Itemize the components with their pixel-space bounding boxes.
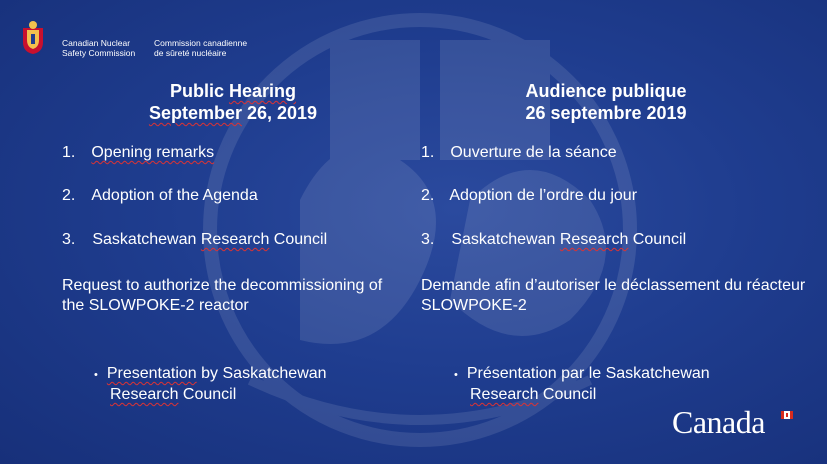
item-text: Adoption de l’ordre du jour: [449, 187, 638, 204]
item-text: Saskatchewan: [92, 231, 201, 248]
bullet-en: • Presentation by Saskatchewan Research Council: [94, 365, 327, 403]
canada-flag-icon: [781, 411, 793, 419]
org-fr-line1: Commission canadienne: [154, 38, 248, 48]
bullet-en-text-2: Council: [178, 386, 237, 403]
item-text: Ouverture de la séance: [450, 144, 617, 161]
item-text-end: Council: [269, 231, 328, 248]
bullet-fr-text-2: Council: [538, 386, 597, 403]
canada-wordmark: Canada: [672, 404, 765, 440]
bullet-fr-flagged-word: Research: [470, 386, 539, 403]
title-en-line1: [100, 80, 366, 102]
agenda-item-fr-2: [421, 186, 637, 206]
org-name-fr: [154, 38, 247, 58]
cnsc-crest-icon: [20, 20, 46, 56]
item-text: Opening remarks: [91, 144, 215, 161]
item-number: 2.: [62, 187, 76, 204]
item-flagged-word: Research: [200, 231, 270, 248]
item-text-end: Council: [628, 231, 687, 248]
agenda-item-en-1: [62, 143, 214, 163]
request-fr: Demande afin d’autoriser le déclassement du réacteur SLOWPOKE-2: [421, 277, 806, 314]
date-en-month: September: [148, 103, 242, 123]
item-number: 2.: [421, 187, 435, 204]
item-number: 3.: [62, 231, 76, 248]
request-en: Request to authorize the decommissioning of the SLOWPOKE-2 reactor: [62, 277, 383, 314]
bullet-fr: • Présentation par le Saskatchewan Research Council: [454, 365, 710, 403]
item-number: 1.: [62, 144, 76, 161]
item-flagged-word: Research: [559, 231, 629, 248]
item-text: Adoption of the Agenda: [91, 187, 258, 204]
bullet-fr-text: Présentation par le Saskatchewan: [466, 365, 710, 382]
date-en: [100, 102, 366, 124]
agenda-item-en-3: [62, 230, 327, 250]
title-en-text: Public: [169, 81, 229, 101]
agenda-item-en-2: [62, 186, 258, 206]
bullet-en-flagged-word-2: Research: [110, 386, 179, 403]
bullet-en-flagged-word: Presentation: [106, 365, 197, 382]
org-en-line1: Canadian Nuclear: [62, 38, 131, 48]
title-en-flagged-word: Hearing: [228, 81, 297, 101]
agenda-item-fr-1: [421, 143, 617, 163]
org-en-line2: Safety Commission: [62, 48, 136, 58]
item-number: 1.: [421, 144, 435, 161]
title-en: [100, 80, 366, 124]
org-fr-line2: de sûreté nucléaire: [154, 48, 227, 58]
title-fr: [470, 80, 742, 124]
agenda-item-fr-3: [421, 230, 686, 250]
title-fr-line1: Audience publique: [525, 81, 687, 101]
item-text: Saskatchewan: [451, 231, 560, 248]
bullet-en-text: by Saskatchewan: [196, 365, 327, 382]
org-name-en: [62, 38, 135, 58]
date-en-rest: 26, 2019: [241, 103, 318, 123]
date-fr: 26 septembre 2019: [525, 103, 687, 123]
item-number: 3.: [421, 231, 435, 248]
